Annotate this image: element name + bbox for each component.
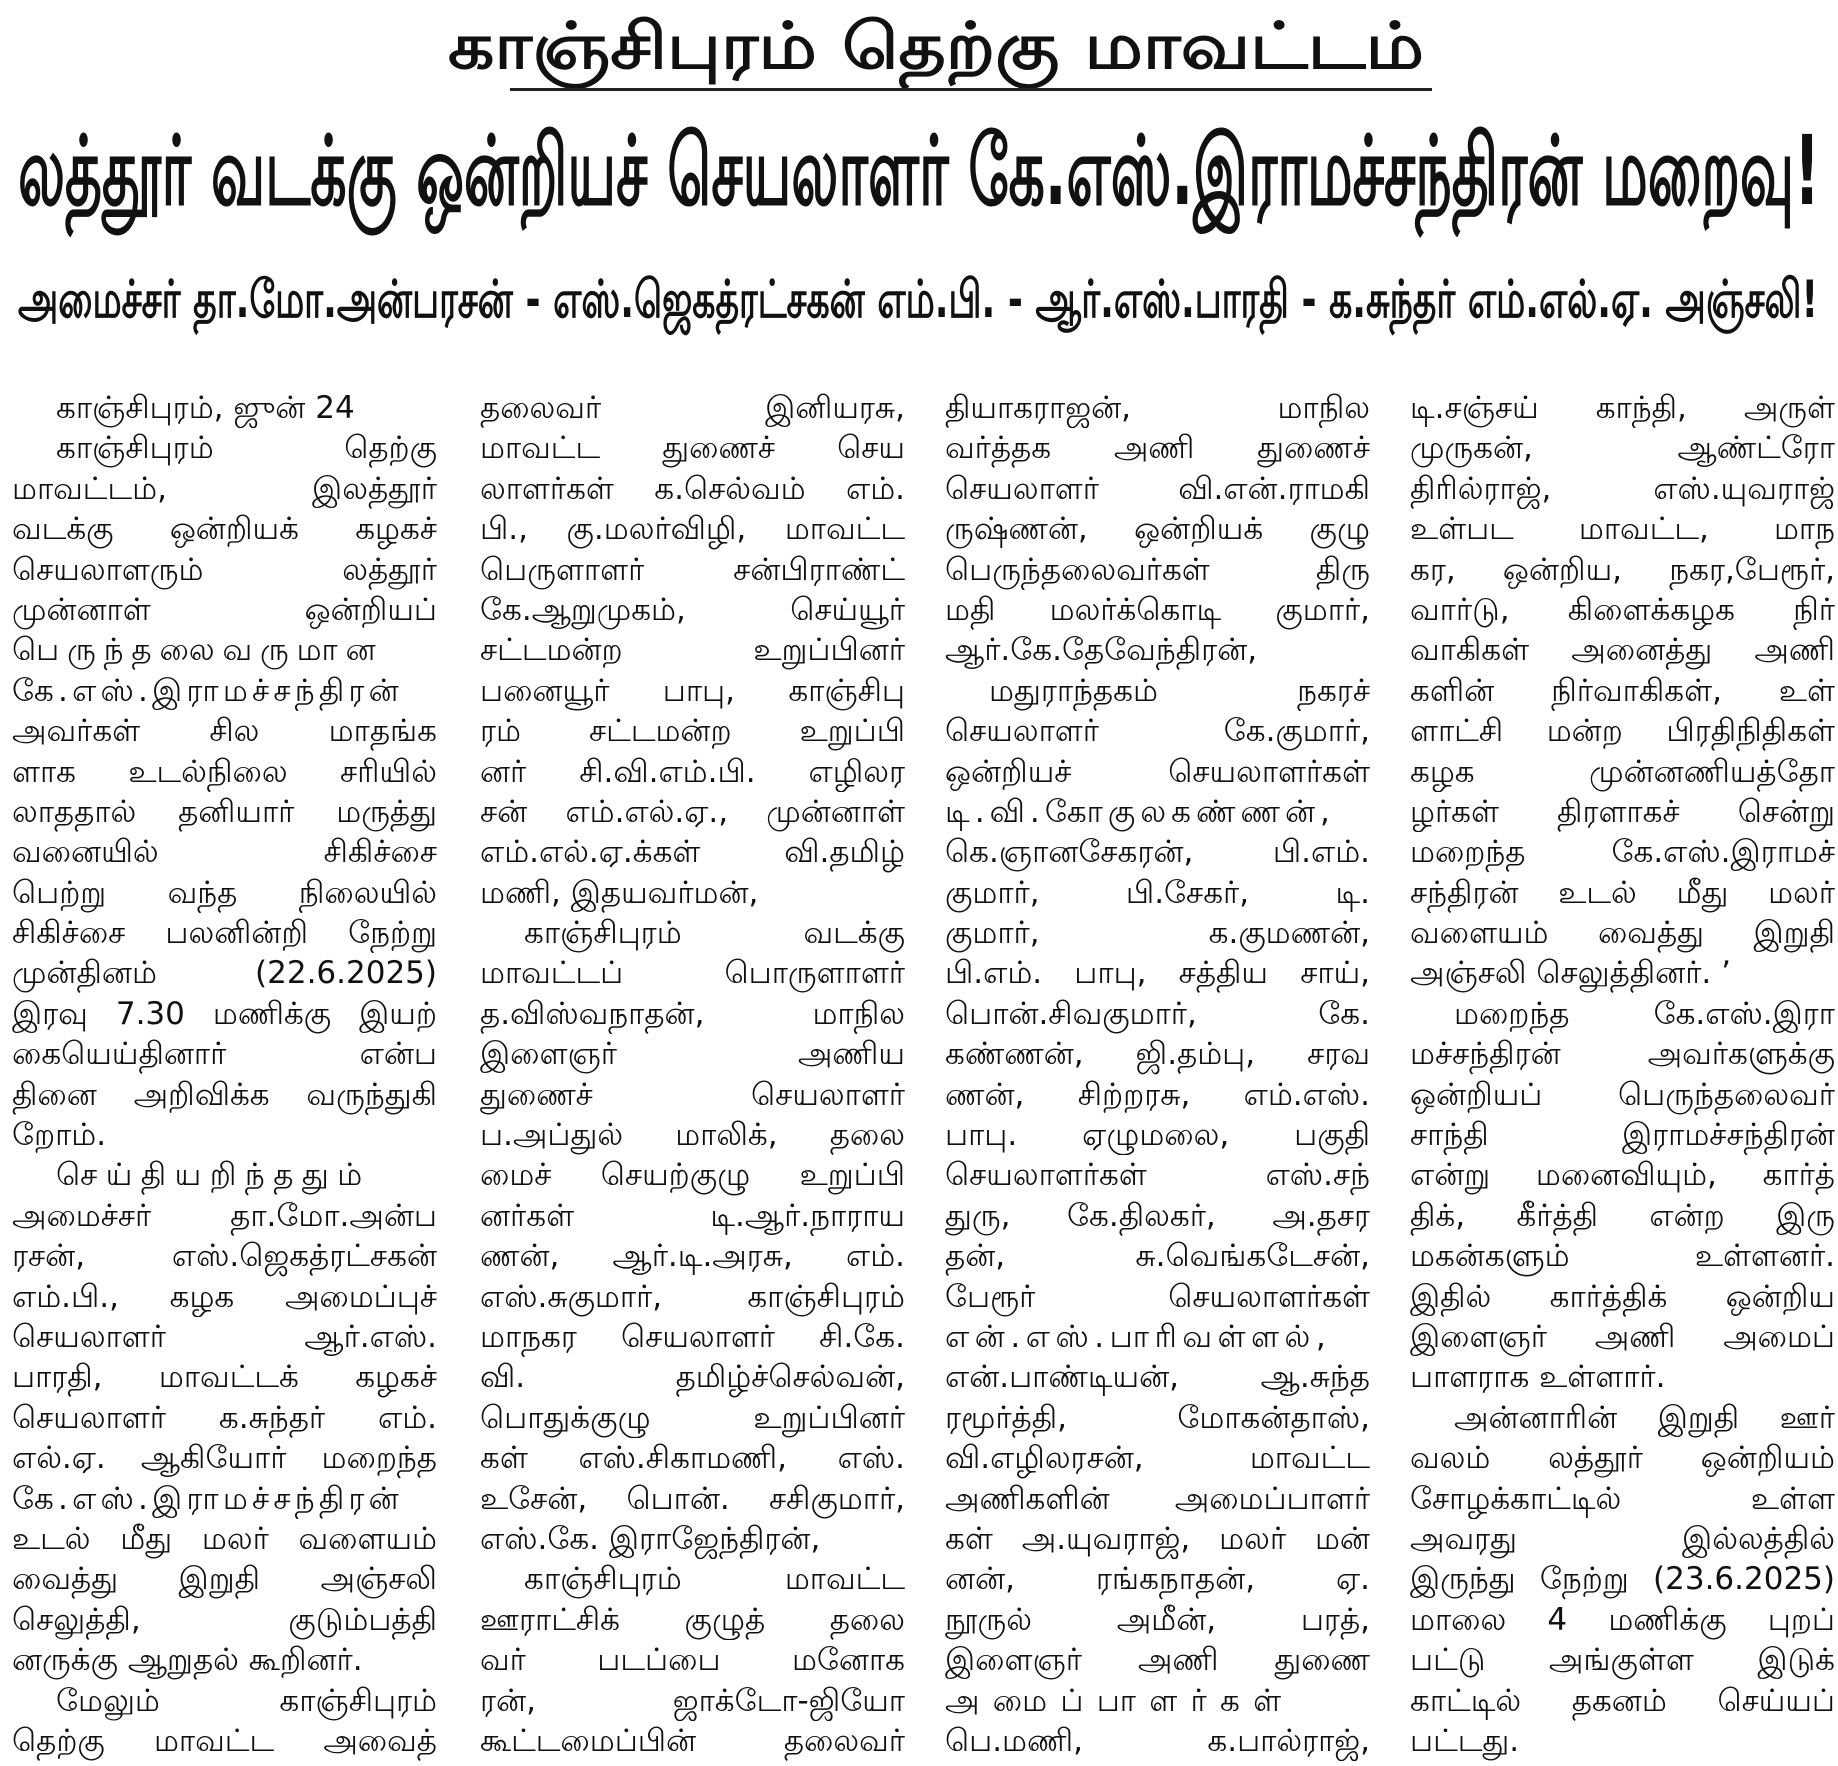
article-line: செயலாளர் வி.என்.ராமகி bbox=[945, 470, 1370, 507]
article-line: இளைஞர் அணி அமைப் bbox=[1410, 1318, 1835, 1355]
subheadline: அமைச்சர் தா.மோ.அன்பரசன் - எஸ்.ஜெகத்ரட்சகன் எம்.பி. - ஆர்.எஸ்.பாரதி - க.சுந்தர் எம்.எல்.ஏ. அஞ்சலி! bbox=[18, 270, 1818, 330]
article-line: உள்பட மாவட்ட, மாந bbox=[1410, 511, 1835, 548]
article-line: எஸ்.சுகுமார், காஞ்சிபுரம் bbox=[480, 1278, 905, 1315]
article-line: முன்தினம் (22.6.2025) bbox=[12, 955, 437, 992]
article-line: கையெய்தினார் என்ப bbox=[12, 1036, 437, 1073]
article-line: துணைச் செயலாளர் bbox=[480, 1076, 905, 1113]
article-line: அமைச்சர் தா.மோ.அன்ப bbox=[12, 1197, 437, 1234]
article-line: மேலும் காஞ்சிபுரம் bbox=[56, 1682, 437, 1719]
article-line: தன், சு.வெங்கடேசன், bbox=[945, 1238, 1370, 1275]
article-line: தியாகராஜன், மாநில bbox=[945, 390, 1370, 426]
article-line: னர்கள் டி.ஆர்.நாராய bbox=[480, 1197, 905, 1234]
article-line: மாநகர செயலாளர் சி.கே. bbox=[480, 1318, 905, 1355]
article-line: வலம் லத்தூர் ஒன்றியம் bbox=[1410, 1440, 1835, 1477]
article-line: சந்திரன் உடல் மீது மலர் bbox=[1410, 874, 1835, 911]
article-line: கே.எஸ்.இராமச்சந்திரன் bbox=[12, 1480, 403, 1517]
article-line: தினை அறிவிக்க வருந்துகி bbox=[12, 1076, 437, 1113]
article-line: குமார், க.குமணன், bbox=[945, 915, 1370, 952]
article-line: னருக்கு ஆறுதல் கூறினர். bbox=[12, 1642, 363, 1679]
article-line: ருஷ்ணன், ஒன்றியக் குழு bbox=[945, 511, 1370, 548]
article-line: ஆர்.கே.தேவேந்திரன், bbox=[945, 632, 1258, 669]
article-line: எம்.பி., கழக அமைப்புச் bbox=[12, 1278, 437, 1315]
article-line: உசேன், பொன். சசிகுமார், bbox=[480, 1480, 905, 1517]
article-line: திரில்ராஜ், எஸ்.யுவராஜ் bbox=[1410, 470, 1835, 507]
article-line: மறைந்த கே.எஸ்.இராமச் bbox=[1410, 834, 1835, 871]
article-line: வர்த்தக அணி துணைச் bbox=[945, 430, 1370, 467]
article-line: டி.வி.கோகுலகண்ணன், bbox=[945, 793, 1335, 830]
article-line: மாவட்ட துணைச் செய bbox=[480, 430, 905, 467]
article-line: செயலாளரும் லத்தூர் bbox=[12, 551, 437, 588]
article-line: செயலாளர்கள் எஸ்.சந் bbox=[945, 1157, 1370, 1194]
article-line: ளாட்சி மன்ற பிரதிநிதிகள் bbox=[1410, 713, 1835, 750]
article-line: பெற்று வந்த நிலையில் bbox=[12, 874, 437, 911]
article-line: காஞ்சிபுரம் தெற்கு bbox=[56, 430, 437, 467]
article-line: செயலாளர் ஆர்.எஸ். bbox=[12, 1318, 437, 1355]
article-line: னர் சி.வி.எம்.பி. எழிலர bbox=[480, 753, 905, 790]
article-line: ளாக உடல்நிலை சரியில் bbox=[12, 753, 437, 790]
article-line: இளைஞர் அணிய bbox=[480, 1036, 905, 1073]
article-line: வி. தமிழ்ச்செல்வன், bbox=[480, 1359, 905, 1396]
article-line: முருகன், ஆண்ட்ரோ bbox=[1410, 430, 1835, 467]
article-line: கள் அ.யுவராஜ், மலர் மன் bbox=[945, 1520, 1370, 1557]
article-line: பி., கு.மலர்விழி, மாவட்ட bbox=[480, 511, 905, 548]
article-line: எஸ்.கே. இராஜேந்திரன், bbox=[480, 1520, 821, 1557]
article-line: பட்டது. bbox=[1410, 1722, 1520, 1759]
article-line: மணி, இதயவர்மன், bbox=[480, 874, 759, 911]
article-line: த.விஸ்வநாதன், மாநில bbox=[480, 995, 905, 1032]
article-line: கள் எஸ்.சிகாமணி, எஸ். bbox=[480, 1440, 905, 1477]
article-line: பெ.மணி, க.பால்ராஜ், bbox=[945, 1722, 1370, 1759]
article-line: னன், ரங்கநாதன், ஏ. bbox=[945, 1561, 1370, 1598]
article-column-1 bbox=[12, 388, 437, 1761]
article-line: செயலாளர் க.சுந்தர் எம். bbox=[12, 1399, 437, 1436]
article-line: மதி மலர்க்கொடி குமார், bbox=[945, 591, 1370, 628]
article-line: என்று மனைவியும், கார்த் bbox=[1410, 1157, 1835, 1194]
article-line: கர, ஒன்றிய, நகர,பேரூர், bbox=[1410, 551, 1835, 588]
article-line: என்.பாண்டியன், ஆ.சுந்த bbox=[945, 1359, 1370, 1396]
article-line: ணன், சிற்றரசு, எம்.எஸ். bbox=[945, 1076, 1370, 1113]
article-line: பெருந்தலைவருமான bbox=[12, 632, 384, 669]
article-line: அவரது இல்லத்தில் bbox=[1410, 1520, 1835, 1557]
article-line: சோழக்காட்டில் உள்ள bbox=[1410, 1480, 1835, 1517]
article-line: அன்னாரின் இறுதி ஊர் bbox=[1454, 1399, 1835, 1436]
article-line: வர் படப்பை மனோக bbox=[480, 1642, 905, 1679]
article-line: வடக்கு ஒன்றியக் கழகச் bbox=[12, 511, 437, 548]
article-line: எம்.எல்.ஏ.க்கள் வி.தமிழ் bbox=[480, 834, 905, 871]
article-line: வைத்து இறுதி அஞ்சலி bbox=[12, 1561, 437, 1598]
article-line: ரசன், எஸ்.ஜெகத்ரட்சகன் bbox=[12, 1238, 437, 1275]
article-line: காஞ்சிபுரம் மாவட்ட bbox=[524, 1561, 905, 1598]
article-line: மச்சந்திரன் அவர்களுக்கு bbox=[1410, 1036, 1835, 1073]
article-line: தெற்கு மாவட்ட அவைத் bbox=[12, 1722, 437, 1759]
headline-box bbox=[18, 104, 1820, 238]
article-line: பாபு. ஏழுமலை, பகுதி bbox=[945, 1117, 1370, 1154]
article-line: சன் எம்.எல்.ஏ., முன்னாள் bbox=[480, 793, 905, 830]
article-line: மதுராந்தகம் நகரச் bbox=[989, 672, 1370, 709]
headline: லத்தூர் வடக்கு ஒன்றியச் செயலாளர் கே.எஸ்.இராமச்சந்திரன் மறைவு! bbox=[18, 115, 1820, 227]
article-column-4 bbox=[1410, 388, 1835, 1761]
article-line: வி.எழிலரசன், மாவட்ட bbox=[945, 1440, 1370, 1477]
article-line: வாகிகள் அனைத்து அணி bbox=[1410, 632, 1835, 669]
section-heading-box bbox=[448, 6, 1424, 88]
article-line: சாந்தி இராமச்சந்திரன் bbox=[1410, 1117, 1835, 1154]
subheadline-box bbox=[18, 258, 1818, 342]
article-line: இதில் கார்த்திக் ஒன்றிய bbox=[1410, 1278, 1835, 1315]
article-column-3 bbox=[945, 388, 1370, 1761]
article-line: எல்.ஏ. ஆகியோர் மறைந்த bbox=[12, 1440, 437, 1477]
article-line: கெ.ஞானசேகரன், பி.எம். bbox=[945, 834, 1370, 871]
article-line: மறைந்த கே.எஸ்.இரா bbox=[1454, 995, 1835, 1032]
article-line: பி.எம். பாபு, சத்திய சாய், bbox=[945, 955, 1370, 992]
article-line: ரம் சட்டமன்ற உறுப்பி bbox=[480, 713, 905, 750]
article-line: ழர்கள் திரளாகச் சென்று bbox=[1410, 793, 1835, 830]
section-heading-underline bbox=[510, 88, 1432, 91]
article-line: சிகிச்சை பலனின்றி நேற்று bbox=[12, 915, 437, 952]
article-column-2 bbox=[480, 388, 905, 1761]
article-line: தலைவர் இனியரசு, bbox=[480, 390, 905, 426]
article-line: என்.எஸ்.பாரிவள்ளல், bbox=[945, 1318, 1332, 1355]
article-line: பாளராக உள்ளார். bbox=[1410, 1359, 1666, 1396]
article-line: அமைப்பாளர்கள் bbox=[945, 1682, 1295, 1719]
article-line: ரமூர்த்தி, மோகன்தாஸ், bbox=[945, 1399, 1370, 1436]
article-line: உடல் மீது மலர் வளையம் bbox=[12, 1520, 437, 1557]
article-line: ஒன்றியச் செயலாளர்கள் bbox=[945, 753, 1370, 790]
article-line: செயலாளர் கே.குமார், bbox=[945, 713, 1370, 750]
article-line: சட்டமன்ற உறுப்பினர் bbox=[480, 632, 905, 669]
article-line: குமார், பி.சேகர், டி. bbox=[945, 874, 1370, 911]
article-line: லாததால் தனியார் மருத்து bbox=[12, 793, 437, 830]
article-line: பனையூர் பாபு, காஞ்சிபு bbox=[480, 672, 905, 709]
article-line: செய்தியறிந்ததும் bbox=[56, 1157, 371, 1194]
article-line: கே.எஸ்.இராமச்சந்திரன் bbox=[12, 672, 403, 709]
article-line: அணிகளின் அமைப்பாளர் bbox=[945, 1480, 1370, 1517]
article-line: இரவு 7.30 மணிக்கு இயற் bbox=[12, 995, 437, 1032]
article-line: பேரூர் செயலாளர்கள் bbox=[945, 1278, 1370, 1315]
article-line: வனையில் சிகிச்சை bbox=[12, 834, 437, 871]
article-line: காட்டில் தகனம் செய்யப் bbox=[1410, 1682, 1835, 1719]
article-line: முன்னாள் ஒன்றியப் bbox=[12, 591, 437, 628]
article-line: மாவட்டம், இலத்தூர் bbox=[12, 470, 437, 507]
article-body bbox=[0, 388, 1838, 1762]
article-line: பாரதி, மாவட்டக் கழகச் bbox=[12, 1359, 437, 1396]
article-line: பட்டு அங்குள்ள இடுக் bbox=[1410, 1642, 1835, 1679]
article-line: காஞ்சிபுரம், ஜுன் 24 bbox=[56, 390, 355, 426]
article-line: ரன், ஜாக்டோ-ஜியோ bbox=[480, 1682, 905, 1719]
article-line: கழக முன்னணியத்தோ bbox=[1410, 753, 1835, 790]
article-line: அவர்கள் சில மாதங்க bbox=[12, 713, 437, 750]
article-line: ஒன்றியப் பெருந்தலைவர் bbox=[1410, 1076, 1835, 1113]
article-line: ணன், ஆர்.டி.அரசு, எம். bbox=[480, 1238, 905, 1275]
article-line: கே.ஆறுமுகம், செய்யூர் bbox=[480, 591, 905, 628]
article-line: மாவட்டப் பொருளாளர் bbox=[480, 955, 905, 992]
article-line: கூட்டமைப்பின் தலைவர் bbox=[480, 1722, 905, 1759]
article-line: துரு, கே.திலகர், அ.தசர bbox=[945, 1197, 1370, 1234]
article-line: மாலை 4 மணிக்கு புறப் bbox=[1410, 1601, 1835, 1638]
article-line: கண்ணன், ஜி.தம்பு, சரவ bbox=[945, 1036, 1370, 1073]
article-line: மகன்களும் உள்ளனர். bbox=[1410, 1238, 1835, 1275]
article-line: பொன்.சிவகுமார், கே. bbox=[945, 995, 1370, 1032]
article-line: களின் நிர்வாகிகள், உள் bbox=[1410, 672, 1835, 709]
article-line: செலுத்தி, குடும்பத்தி bbox=[12, 1601, 437, 1638]
article-line: பெருளாளர் சன்பிராண்ட் bbox=[480, 551, 905, 588]
section-heading: காஞ்சிபுரம் தெற்கு மாவட்டம் bbox=[448, 10, 1424, 84]
article-line: இளைஞர் அணி துணை bbox=[945, 1642, 1370, 1679]
article-line: வார்டு, கிளைக்கழக நிர் bbox=[1410, 591, 1835, 628]
article-line: அஞ்சலி செலுத்தினர். ’ bbox=[1410, 955, 1731, 992]
article-line: ப.அப்துல் மாலிக், தலை bbox=[480, 1117, 905, 1154]
article-line: நூருல் அமீன், பரத், bbox=[945, 1601, 1370, 1638]
article-line: றோம். bbox=[12, 1117, 107, 1154]
article-line: பெருந்தலைவர்கள் திரு bbox=[945, 551, 1370, 588]
article-line: மைச் செயற்குழு உறுப்பி bbox=[480, 1157, 905, 1194]
article-line: டி.சஞ்சய் காந்தி, அருள் bbox=[1410, 390, 1835, 426]
article-line: இருந்து நேற்று (23.6.2025) bbox=[1410, 1561, 1835, 1598]
article-line: ஊராட்சிக் குழுத் தலை bbox=[480, 1601, 905, 1638]
article-line: பொதுக்குழு உறுப்பினர் bbox=[480, 1399, 905, 1436]
article-line: லாளர்கள் க.செல்வம் எம். bbox=[480, 470, 905, 507]
article-line: காஞ்சிபுரம் வடக்கு bbox=[524, 915, 905, 952]
article-line: திக், கீர்த்தி என்ற இரு bbox=[1410, 1197, 1835, 1234]
article-line: வளையம் வைத்து இறுதி bbox=[1410, 915, 1835, 952]
